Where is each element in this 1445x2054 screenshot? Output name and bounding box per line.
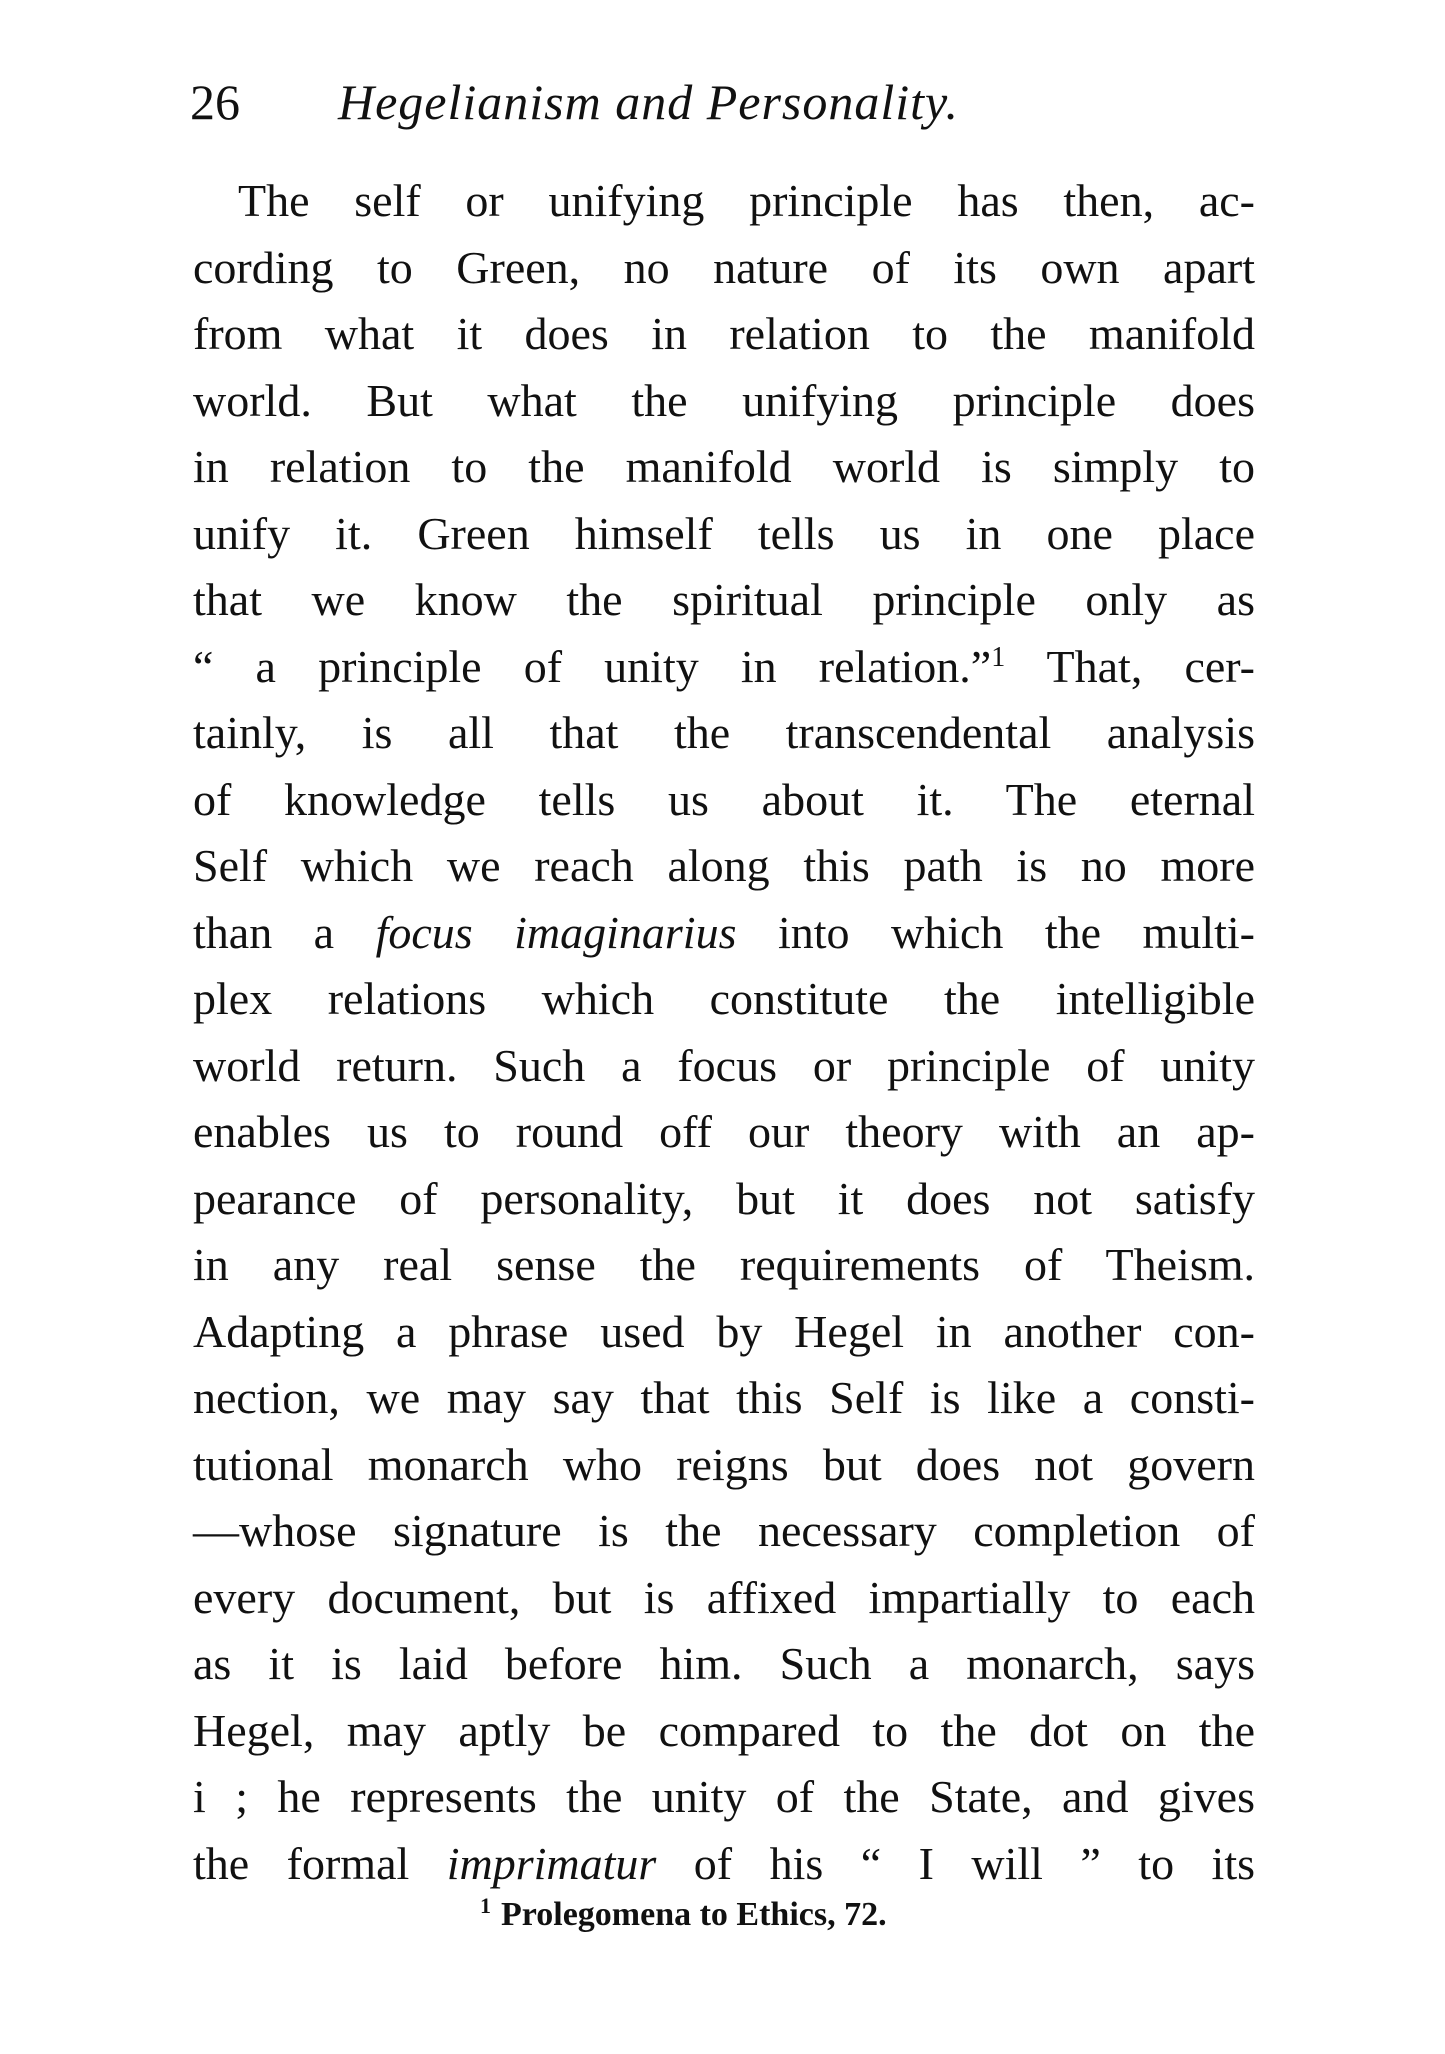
text-line: Self which we reach along this path is no more xyxy=(193,840,1255,891)
text-line: that we know the spiritual principle only as xyxy=(193,574,1255,625)
text-line: unify it. Green himself tells us in one place xyxy=(193,507,1255,559)
text-segment: “ a principle of unity in relation.” xyxy=(193,640,992,692)
page-header xyxy=(190,62,1255,142)
text-segment: than a xyxy=(193,906,376,958)
page-number: 26 xyxy=(190,74,240,130)
text-line: pearance of personality, but it does not satisfy xyxy=(193,1172,1255,1224)
footnote-reference: 1 xyxy=(991,641,1006,673)
text-line: in relation to the manifold world is simply to xyxy=(193,441,1255,492)
text-line: tainly, is all that the transcendental analysis xyxy=(193,707,1255,758)
footnote-mark: 1 xyxy=(480,1893,491,1918)
text-line: world return. Such a focus or principle of unity xyxy=(193,1039,1255,1091)
text-line: world. But what the unifying principle does xyxy=(193,374,1255,426)
text-line: tutional monarch who reigns but does not govern xyxy=(193,1438,1255,1490)
text-line: every document, but is affixed impartially to each xyxy=(193,1571,1255,1623)
text-line: of knowledge tells us about it. The eternal xyxy=(193,773,1255,825)
text-line: in any real sense the requirements of Theism. xyxy=(193,1239,1255,1290)
body-text xyxy=(193,168,1255,1897)
footnote xyxy=(480,1890,1180,1940)
footnote-text: Prolegomena to Ethics, 72. xyxy=(501,1896,887,1933)
text-line: nection, we may say that this Self is like a consti- xyxy=(193,1372,1255,1423)
text-line: Hegel, may aptly be compared to the dot on the xyxy=(193,1704,1255,1756)
text-line: —whose signature is the necessary completion of xyxy=(193,1505,1255,1556)
text-line: The self or unifying principle has then, ac- xyxy=(238,175,1255,226)
italic-phrase: focus imaginarius xyxy=(375,906,737,958)
text-line: from what it does in relation to the manifold xyxy=(193,308,1255,359)
text-segment: the formal xyxy=(193,1837,447,1889)
text-line: as it is laid before him. Such a monarch, says xyxy=(193,1638,1255,1689)
text-segment: of his “ I will ” to its xyxy=(656,1837,1255,1889)
text-segment: That, cer- xyxy=(1005,640,1256,692)
text-line: Adapting a phrase used by Hegel in another con- xyxy=(193,1305,1255,1357)
text-segment: into which the multi- xyxy=(736,906,1255,958)
italic-phrase: imprimatur xyxy=(446,1837,657,1889)
text-line xyxy=(193,900,1255,967)
text-line: i ; he represents the unity of the State, and gives xyxy=(193,1771,1255,1822)
text-line: enables us to round off our theory with an ap- xyxy=(193,1106,1255,1157)
text-line: cording to Green, no nature of its own apart xyxy=(193,241,1255,293)
text-line: plex relations which constitute the intelligible xyxy=(193,973,1255,1024)
text-line xyxy=(193,1831,1255,1898)
text-line xyxy=(193,634,1255,701)
running-title: Hegelianism and Personality. xyxy=(338,74,959,130)
